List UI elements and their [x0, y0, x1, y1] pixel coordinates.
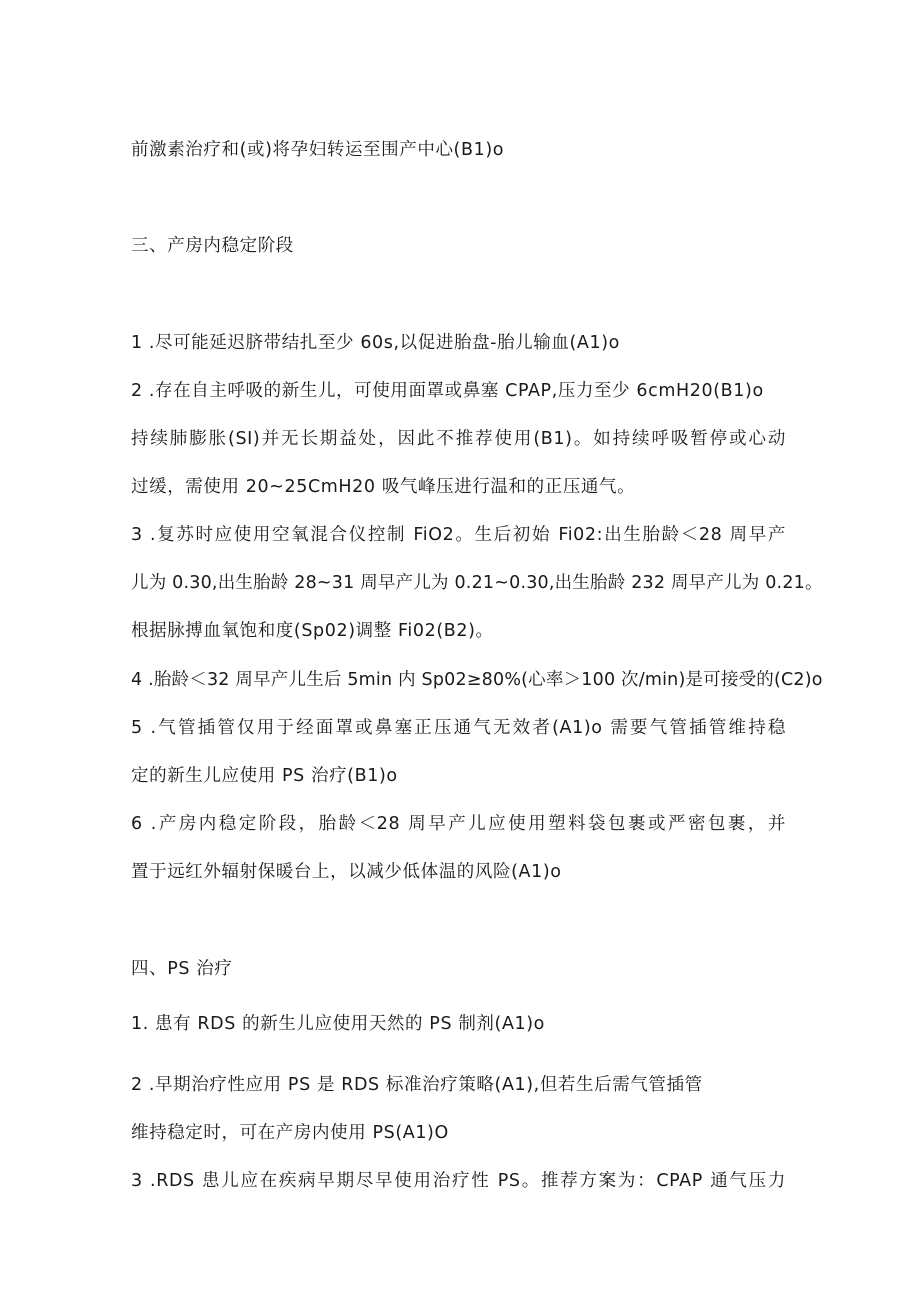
ps-list-item-2: 2 .早期治疗性应用 PS 是 RDS 标准治疗策略(A1),但若生后需气管插管 — [131, 1075, 703, 1095]
list-item-5: 5 .气管插管仅用于经面罩或鼻塞正压通气无效者(A1)o 需要气管插管维持稳 — [131, 718, 786, 738]
ps-list-item-2-line-2: 维持稳定时，可在产房内使用 PS(A1)O — [131, 1123, 449, 1143]
ps-list-item-3: 3 .RDS 患儿应在疾病早期尽早使用治疗性 PS。推荐方案为：CPAP 通气压力 — [131, 1171, 786, 1191]
list-item-6-line-2: 置于远红外辐射保暖台上，以减少低体温的风险(A1)o — [131, 862, 562, 882]
list-item-4: 4 .胎龄＜32 周早产儿生后 5min 内 Sp02≥80%(心率＞100 次/min)是可接受的(C2)o — [131, 670, 823, 690]
list-item-2: 2 .存在自主呼吸的新生儿，可使用面罩或鼻塞 CPAP,压力至少 6cmH20(B1)o — [131, 381, 764, 401]
list-item-6: 6 .产房内稳定阶段，胎龄＜28 周早产儿应使用塑料袋包裹或严密包裹，并 — [131, 814, 786, 834]
section-heading-delivery-room-stabilization: 三、产房内稳定阶段 — [131, 236, 294, 256]
list-item-5-line-2: 定的新生儿应使用 PS 治疗(B1)o — [131, 766, 398, 786]
list-item-2-line-3: 过缓，需使用 20~25CmH20 吸气峰压进行温和的正压通气。 — [131, 477, 636, 497]
list-item-3-line-3: 根据脉搏血氧饱和度(Sp02)调整 Fi02(B2)。 — [131, 621, 494, 641]
list-item-3: 3 .复苏时应使用空氧混合仪控制 FiO2。生后初始 Fi02:出生胎龄＜28 周早产 — [131, 525, 786, 545]
paragraph-continuation: 前激素治疗和(或)将孕妇转运至围产中心(B1)o — [131, 140, 505, 160]
list-item-1: 1 .尽可能延迟脐带结扎至少 60s,以促进胎盘-胎儿输血(A1)o — [131, 333, 620, 353]
section-heading-ps-therapy: 四、PS 治疗 — [131, 959, 233, 979]
list-item-2-line-2: 持续肺膨胀(SI)并无长期益处，因此不推荐使用(B1)。如持续呼吸暂停或心动 — [131, 429, 786, 449]
ps-list-item-1: 1. 患有 RDS 的新生儿应使用天然的 PS 制剂(A1)o — [131, 1014, 545, 1034]
list-item-3-line-2: 儿为 0.30,出生胎龄 28~31 周早产儿为 0.21~0.30,出生胎龄 232 周早产儿为 0.21。 — [131, 573, 823, 593]
